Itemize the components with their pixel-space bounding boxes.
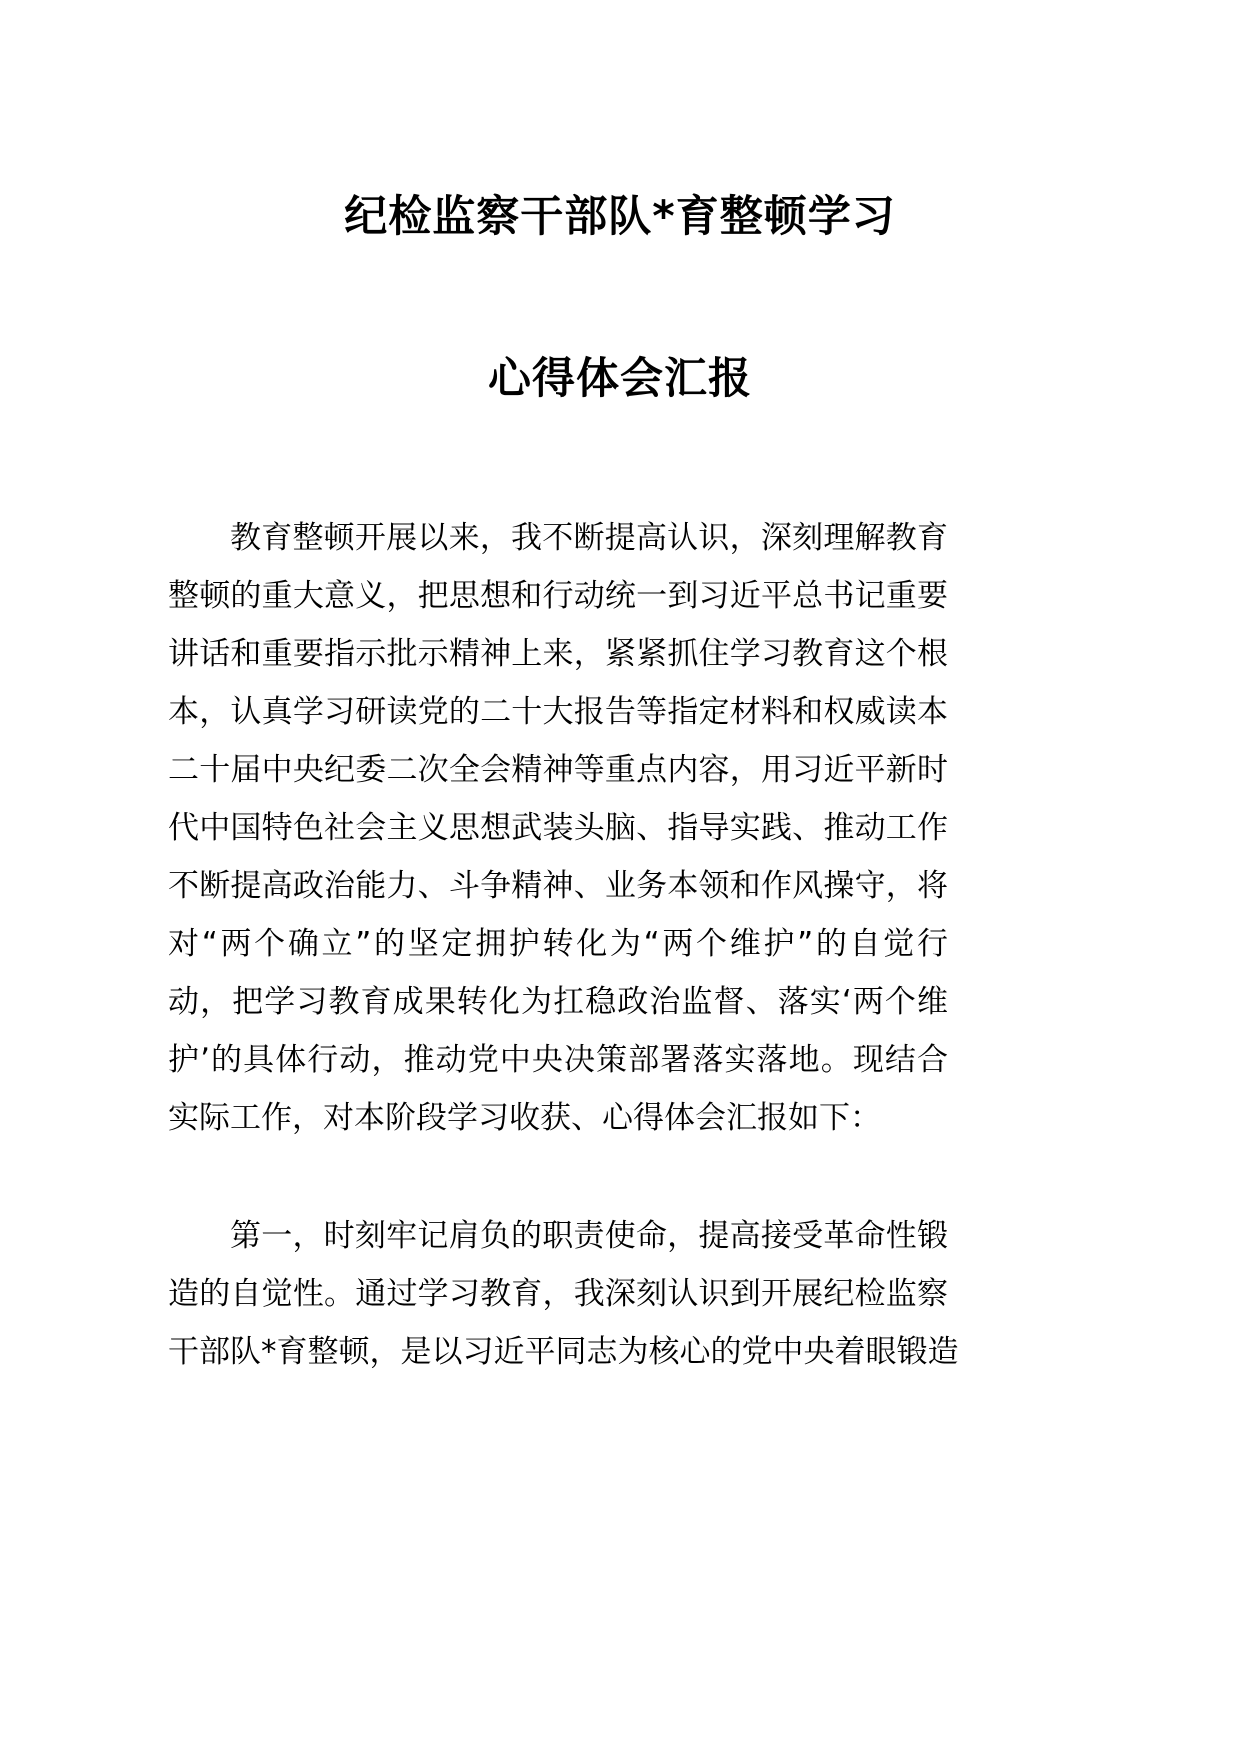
text-line: 代中国特色社会主义思想武装头脑、指导实践、推动工作 xyxy=(168,810,948,846)
body-paragraph-1 xyxy=(168,509,948,1147)
text-line: 实际工作，对本阶段学习收获、心得体会汇报如下： xyxy=(168,1100,881,1136)
text-line: 二十届中央纪委二次全会精神等重点内容，用习近平新时 xyxy=(168,752,948,788)
text-line: 对“两个确立”的坚定拥护转化为“两个维护”的自觉行 xyxy=(168,926,948,962)
text-line: 干部队*育整顿，是以习近平同志为核心的党中央着眼锻造 xyxy=(168,1334,959,1370)
text-line: 动，把学习教育成果转化为扛稳政治监督、落实‘两个维 xyxy=(168,984,948,1020)
text-line: 第一，时刻牢记肩负的职责使命，提高接受革命性锻 xyxy=(230,1218,948,1254)
body-paragraph-2 xyxy=(168,1207,959,1381)
text-line: 护’的具体行动，推动党中央决策部署落实落地。现结合 xyxy=(168,1042,948,1078)
text-line: 造的自觉性。通过学习教育，我深刻认识到开展纪检监察 xyxy=(168,1276,948,1312)
text-line: 教育整顿开展以来，我不断提高认识，深刻理解教育 xyxy=(230,520,948,556)
document-title-line-1: 纪检监察干部队*育整顿学习 xyxy=(344,192,896,242)
document-title-line-2: 心得体会汇报 xyxy=(488,354,752,404)
text-line: 讲话和重要指示批示精神上来，紧紧抓住学习教育这个根 xyxy=(168,636,948,672)
text-line: 整顿的重大意义，把思想和行动统一到习近平总书记重要 xyxy=(168,578,948,614)
text-line: 本，认真学习研读党的二十大报告等指定材料和权威读本 xyxy=(168,694,948,730)
text-line: 不断提高政治能力、斗争精神、业务本领和作风操守，将 xyxy=(168,868,948,904)
